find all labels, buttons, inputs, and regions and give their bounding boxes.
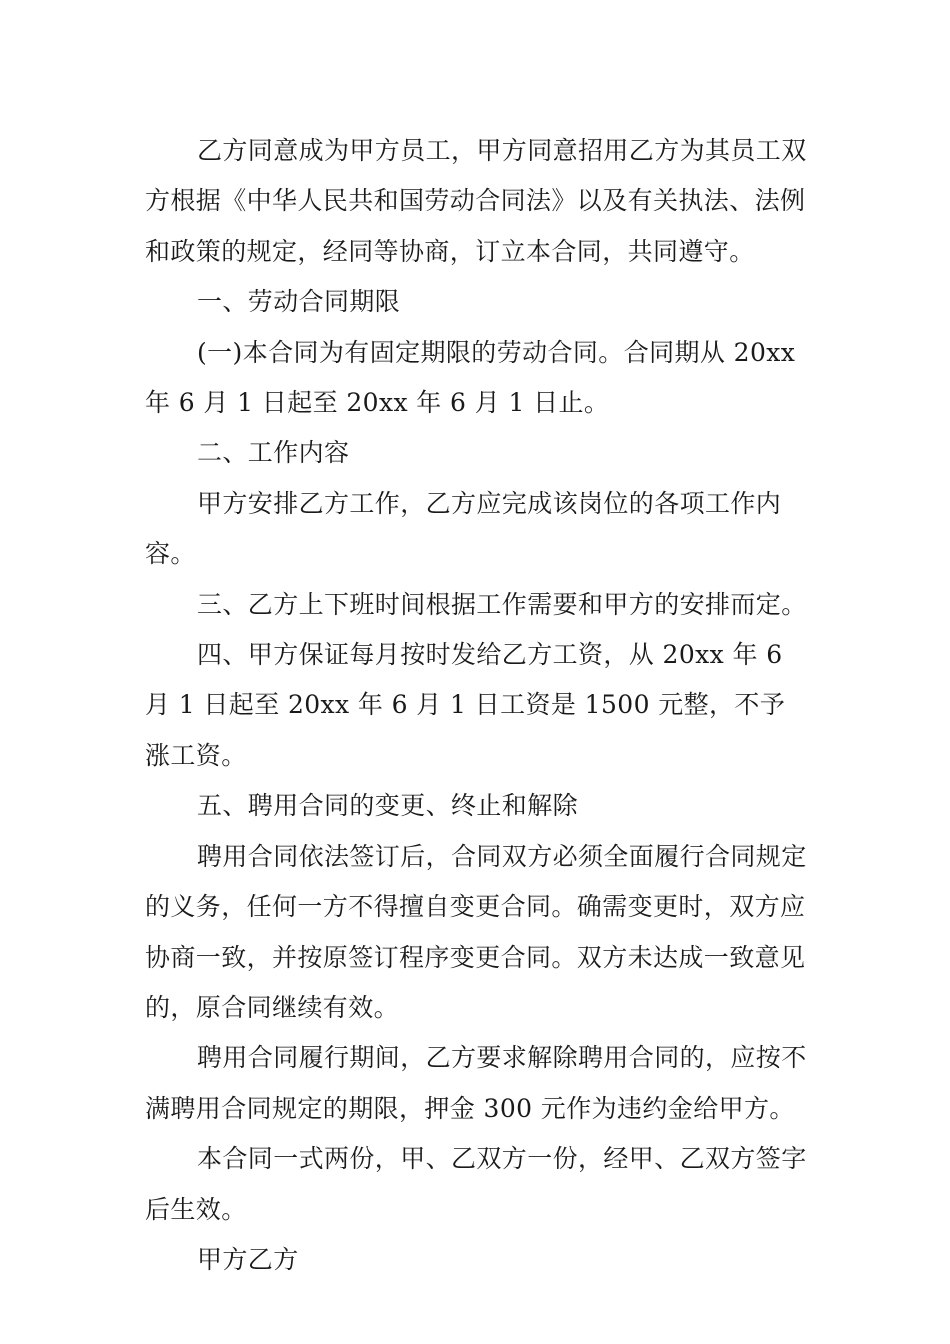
paragraph-work-hours: 三、乙方上下班时间根据工作需要和甲方的安排而定。 bbox=[197, 589, 807, 619]
heading-contract-term: 一、劳动合同期限 bbox=[197, 287, 401, 317]
paragraph-termination: 聘用合同履行期间，乙方要求解除聘用合同的，应按不满聘用合同规定的期限，押金 300 元作为违约金给甲方。 bbox=[145, 1043, 807, 1123]
heading-contract-changes: 五、聘用合同的变更、终止和解除 bbox=[197, 791, 579, 821]
paragraph-contract-changes: 聘用合同依法签订后，合同双方必须全面履行合同规定的义务，任何一方不得擅自变更合同。确需变更时，双方应协商一致，并按原签订程序变更合同。双方未达成一致意见的，原合同继续有效。 bbox=[145, 841, 807, 1022]
contract-body bbox=[145, 126, 810, 1285]
paragraph-salary: 四、甲方保证每月按时发给乙方工资，从 20xx 年 6 月 1 日起至 20xx 年 6 月 1 日工资是 1500 元整，不予涨工资。 bbox=[145, 640, 786, 770]
heading-work-content: 二、工作内容 bbox=[197, 438, 350, 468]
paragraph-contract-term: (一)本合同为有固定期限的劳动合同。合同期从 20xx 年 6 月 1 日起至 20xx 年 6 月 1 日止。 bbox=[145, 337, 796, 418]
signature-parties: 甲方乙方 bbox=[197, 1244, 299, 1274]
paragraph-work-content: 甲方安排乙方工作，乙方应完成该岗位的各项工作内容。 bbox=[145, 488, 782, 569]
paragraph-intro: 乙方同意成为甲方员工，甲方同意招用乙方为其员工双方根据《中华人民共和国劳动合同法》以及有关执法、法例和政策的规定，经同等协商，订立本合同，共同遵守。 bbox=[145, 136, 807, 266]
paragraph-copies: 本合同一式两份，甲、乙双方一份，经甲、乙双方签字后生效。 bbox=[145, 1144, 807, 1224]
